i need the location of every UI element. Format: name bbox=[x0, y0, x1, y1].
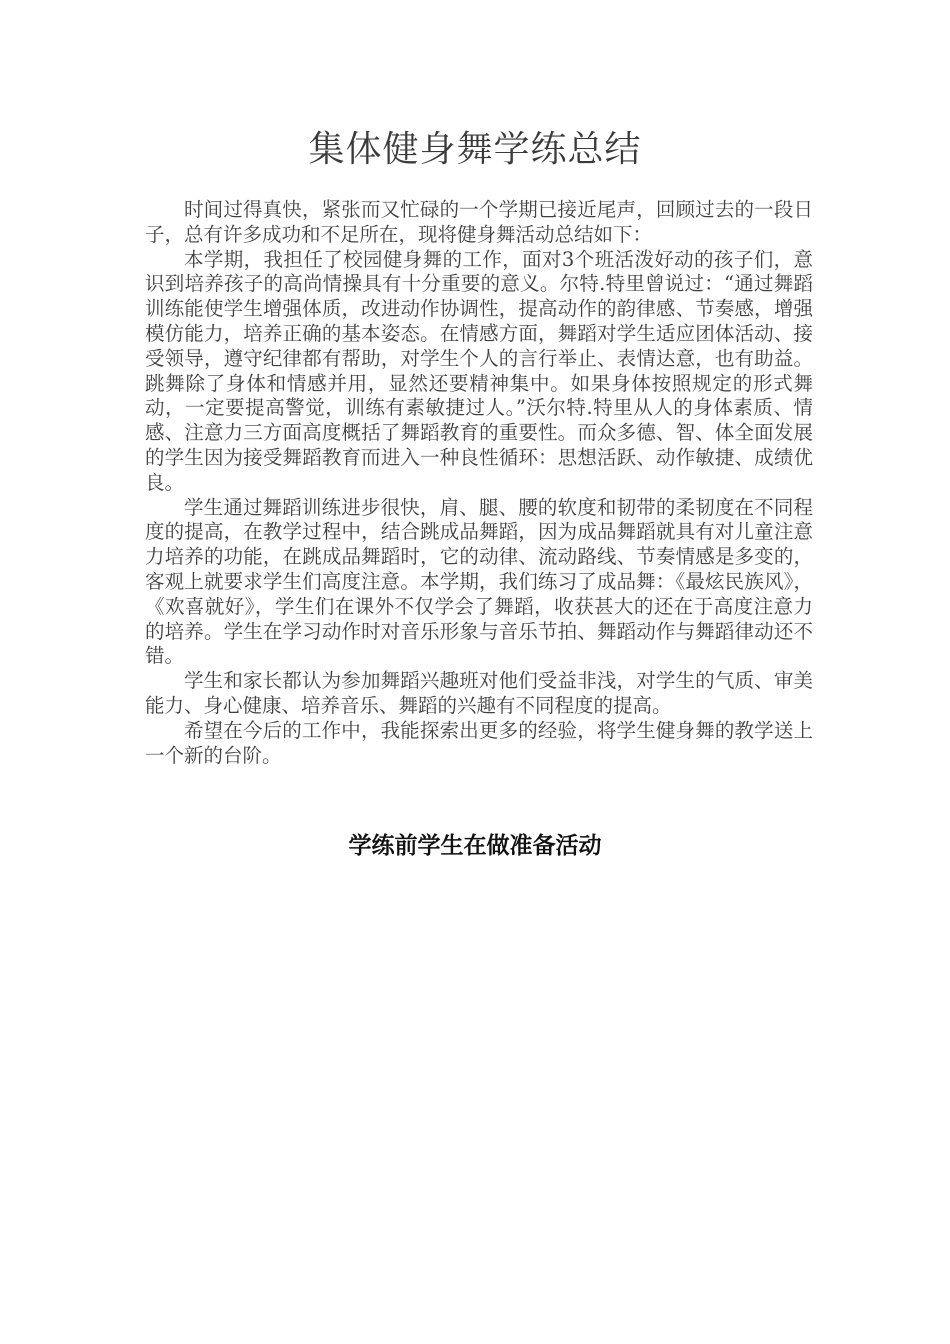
document-title: 集体健身舞学练总结 bbox=[308, 129, 642, 170]
document-body bbox=[145, 198, 813, 768]
paragraph-parent-feedback: 学生和家长都认为参加舞蹈兴趣班对他们受益非浅，对学生的气质、审美能力、身心健康、培养音乐、舞蹈的兴趣有不同程度的提高。 bbox=[145, 669, 813, 717]
paragraph-intro: 时间过得真快，紧张而又忙碌的一个学期已接近尾声，回顾过去的一段日子，总有许多成功和不足所在，现将健身舞活动总结如下： bbox=[145, 198, 813, 246]
paragraph-dance-education: 本学期，我担任了校园健身舞的工作，面对3个班活泼好动的孩子们，意识到培养孩子的高尚情操具有十分重要的意义。尔特.特里曾说过：“通过舞蹈训练能使学生增强体质，改进动作协调性，提高动作的韵律感、节奏感，增强模仿能力，培养正确的基本姿态。在情感方面，舞蹈对学生适应团体活动、接受领导，遵守纪律都有帮助，对学生个人的言行举止、表情达意，也有助益。跳舞除了身体和情感并用，显然还要精神集中。如果身体按照规定的形式舞动，一定要提高警觉，训练有素敏捷过人。”沃尔特.特里从人的身体素质、情感、注意力三方面高度概括了舞蹈教育的重要性。而众多德、智、体全面发展的学生因为接受舞蹈教育而进入一种良性循环：思想活跃、动作敏捷、成绩优良。 bbox=[145, 247, 813, 494]
paragraph-outlook: 希望在今后的工作中，我能探索出更多的经验，将学生健身舞的教学送上一个新的台阶。 bbox=[145, 718, 813, 767]
paragraph-training-progress: 学生通过舞蹈训练进步很快，肩、腿、腰的软度和韧带的柔韧度在不同程度的提高，在教学过程中，结合跳成品舞蹈，因为成品舞蹈就具有对儿童注意力培养的功能，在跳成品舞蹈时，它的动律、流动路线、节奏情感是多变的，客观上就要求学生们高度注意。本学期，我们练习了成品舞：《最炫民族风》，《欢喜就好》，学生们在课外不仅学会了舞蹈，收获甚大的还在于高度注意力的培养。学生在学习动作时对音乐形象与音乐节拍、舞蹈动作与舞蹈律动还不错。 bbox=[145, 495, 813, 668]
photo-caption: 学练前学生在做准备活动 bbox=[348, 833, 602, 859]
